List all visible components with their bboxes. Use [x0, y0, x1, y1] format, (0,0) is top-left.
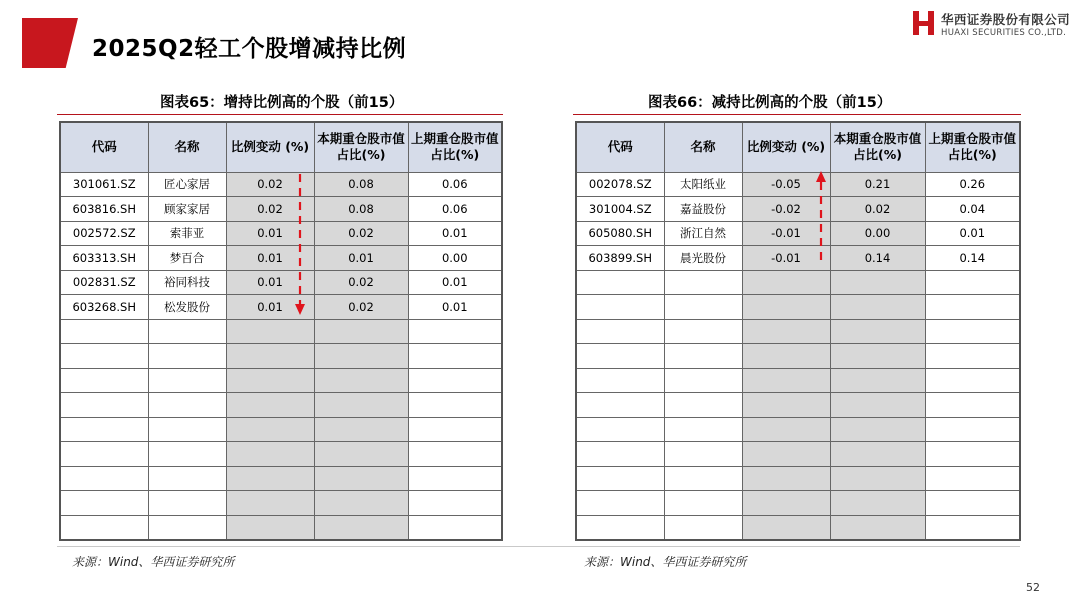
table-cell: 浙江自然 [664, 221, 742, 246]
page-number: 52 [1026, 581, 1040, 594]
table-cell [408, 417, 502, 442]
table-cell [830, 393, 925, 418]
table-cell: 0.01 [408, 221, 502, 246]
table-cell: 0.01 [226, 246, 314, 271]
table-cell: -0.05 [742, 172, 830, 197]
table-cell: 0.01 [314, 246, 408, 271]
table-row [576, 197, 1020, 222]
table-row [576, 515, 1020, 540]
table-row [576, 417, 1020, 442]
table-cell [226, 491, 314, 516]
table-cell [742, 344, 830, 369]
table-cell [576, 417, 664, 442]
table-row [576, 491, 1020, 516]
source-note-left: 来源：Wind、华西证券研究所 [72, 555, 235, 569]
table-cell [148, 319, 226, 344]
table-cell: 松发股份 [148, 295, 226, 320]
table-cell: 0.02 [314, 221, 408, 246]
table-cell [226, 466, 314, 491]
table-cell [664, 270, 742, 295]
table-cell [830, 491, 925, 516]
table-cell [226, 393, 314, 418]
table-cell [742, 442, 830, 467]
table-cell [742, 319, 830, 344]
table-row [60, 295, 502, 320]
table-cell [408, 442, 502, 467]
column-header: 代码 [60, 122, 148, 172]
table-cell [742, 295, 830, 320]
table-cell: 0.00 [830, 221, 925, 246]
table-cell [664, 491, 742, 516]
table-cell [925, 442, 1020, 467]
table-cell [148, 368, 226, 393]
table-cell: 索菲亚 [148, 221, 226, 246]
table-cell [314, 344, 408, 369]
table-row [60, 270, 502, 295]
table-cell [576, 319, 664, 344]
table-cell: 0.08 [314, 197, 408, 222]
table-cell [576, 442, 664, 467]
table-cell: 603816.SH [60, 197, 148, 222]
table-row [576, 319, 1020, 344]
table-cell [742, 515, 830, 540]
table-cell: 0.01 [226, 221, 314, 246]
table-cell [60, 393, 148, 418]
table-cell [60, 491, 148, 516]
table-cell [408, 368, 502, 393]
table-cell [314, 368, 408, 393]
table-cell [742, 368, 830, 393]
table-cell: 0.14 [925, 246, 1020, 271]
table-row [60, 172, 502, 197]
table-cell [664, 393, 742, 418]
table-row [60, 515, 502, 540]
table-cell: 梦百合 [148, 246, 226, 271]
column-header: 名称 [664, 122, 742, 172]
table-cell [60, 319, 148, 344]
column-header: 名称 [148, 122, 226, 172]
table-cell [314, 417, 408, 442]
table-cell: 0.14 [830, 246, 925, 271]
table-cell [830, 270, 925, 295]
title-accent-block [22, 18, 78, 68]
table-cell [576, 491, 664, 516]
table-cell [576, 466, 664, 491]
table-row [60, 221, 502, 246]
table-increase-holdings [59, 121, 503, 541]
table-cell [314, 466, 408, 491]
table-cell [576, 368, 664, 393]
table-row [60, 491, 502, 516]
table-cell: 0.01 [226, 295, 314, 320]
table-cell: 0.26 [925, 172, 1020, 197]
source-note-right: 来源：Wind、华西证券研究所 [584, 555, 747, 569]
table-row [576, 295, 1020, 320]
table-cell [60, 466, 148, 491]
table-cell [925, 491, 1020, 516]
table-cell [60, 344, 148, 369]
table-cell [408, 491, 502, 516]
table-cell: 0.02 [226, 197, 314, 222]
column-header: 本期重仓股市值占比(%) [830, 122, 925, 172]
table-cell [408, 344, 502, 369]
table-cell [226, 442, 314, 467]
table-cell: 0.08 [314, 172, 408, 197]
up-arrow-icon [813, 168, 829, 268]
table-cell [925, 319, 1020, 344]
table-cell [830, 515, 925, 540]
table-row [60, 319, 502, 344]
table-cell: 0.01 [408, 270, 502, 295]
footer-rule [57, 546, 1020, 547]
table-cell [664, 466, 742, 491]
column-header: 比例变动 (%) [742, 122, 830, 172]
table-cell [226, 319, 314, 344]
table-row [576, 270, 1020, 295]
table-row [576, 466, 1020, 491]
table-cell [925, 417, 1020, 442]
table-header-row [576, 122, 1020, 172]
table-cell [830, 295, 925, 320]
table-cell [925, 466, 1020, 491]
table-cell [576, 515, 664, 540]
table-cell [742, 466, 830, 491]
table-header-row [60, 122, 502, 172]
table-cell [148, 442, 226, 467]
table-cell [576, 393, 664, 418]
table-cell [60, 442, 148, 467]
figure-rule-right [573, 114, 1021, 115]
column-header: 比例变动 (%) [226, 122, 314, 172]
table-cell [664, 368, 742, 393]
table-cell: 0.02 [314, 270, 408, 295]
table-cell: -0.02 [742, 197, 830, 222]
table-cell [226, 417, 314, 442]
table-cell: 002831.SZ [60, 270, 148, 295]
table-cell [314, 491, 408, 516]
table-cell: 太阳纸业 [664, 172, 742, 197]
column-header: 本期重仓股市值占比(%) [314, 122, 408, 172]
table-row [60, 246, 502, 271]
table-cell: 0.04 [925, 197, 1020, 222]
table-cell: 顾家家居 [148, 197, 226, 222]
down-arrow-icon [292, 170, 308, 320]
table-cell [148, 466, 226, 491]
table-cell [408, 319, 502, 344]
table-cell [576, 344, 664, 369]
table-cell [408, 393, 502, 418]
table-cell: 0.06 [408, 172, 502, 197]
table-row [576, 368, 1020, 393]
table-row [60, 466, 502, 491]
table-cell [664, 515, 742, 540]
table-cell: 0.00 [408, 246, 502, 271]
table-cell: 裕同科技 [148, 270, 226, 295]
table-cell: 0.01 [925, 221, 1020, 246]
table-row [576, 246, 1020, 271]
table-cell: 605080.SH [576, 221, 664, 246]
table-row [576, 344, 1020, 369]
table-cell [408, 515, 502, 540]
table-cell [314, 319, 408, 344]
table-cell [925, 344, 1020, 369]
table-cell: 匠心家居 [148, 172, 226, 197]
table-cell: 0.01 [226, 270, 314, 295]
table-cell [925, 368, 1020, 393]
table-cell [925, 393, 1020, 418]
table-cell [226, 515, 314, 540]
table-cell [925, 270, 1020, 295]
table-row [60, 393, 502, 418]
table-row [60, 368, 502, 393]
table-cell: 603313.SH [60, 246, 148, 271]
company-logo [912, 8, 1072, 42]
table-row [576, 221, 1020, 246]
table-cell [408, 466, 502, 491]
column-header: 上期重仓股市值占比(%) [408, 122, 502, 172]
table-cell [742, 393, 830, 418]
table-cell: 0.02 [314, 295, 408, 320]
logo-company-name-cn: 华西证券股份有限公司 [941, 12, 1071, 27]
table-row [60, 442, 502, 467]
table-cell: 0.01 [408, 295, 502, 320]
table-row [60, 417, 502, 442]
table-cell [576, 295, 664, 320]
table-row [60, 344, 502, 369]
table-cell [576, 270, 664, 295]
table-row [576, 393, 1020, 418]
figure-title-left: 图表65：增持比例高的个股（前15） [160, 95, 404, 111]
table-cell [830, 319, 925, 344]
table-cell [314, 515, 408, 540]
table-cell [314, 393, 408, 418]
table-cell: -0.01 [742, 246, 830, 271]
table-cell [742, 417, 830, 442]
table-cell: 嘉益股份 [664, 197, 742, 222]
column-header: 上期重仓股市值占比(%) [925, 122, 1020, 172]
table-cell [925, 515, 1020, 540]
huaxi-logo-icon [912, 10, 936, 36]
logo-company-name-en: HUAXI SECURITIES CO.,LTD. [941, 28, 1067, 38]
table-cell [830, 344, 925, 369]
table-cell: 0.02 [226, 172, 314, 197]
table-cell: 301004.SZ [576, 197, 664, 222]
table-cell [830, 466, 925, 491]
table-cell [664, 344, 742, 369]
table-cell [925, 295, 1020, 320]
table-cell: -0.01 [742, 221, 830, 246]
page-title: 2025Q2轻工个股增减持比例 [92, 36, 407, 62]
table-decrease-holdings [575, 121, 1021, 541]
table-row [60, 197, 502, 222]
table-cell [664, 442, 742, 467]
table-cell [148, 393, 226, 418]
figure-rule-left [57, 114, 503, 115]
table-row [576, 172, 1020, 197]
table-cell [60, 417, 148, 442]
table-cell [314, 442, 408, 467]
table-cell: 0.02 [830, 197, 925, 222]
table-cell: 301061.SZ [60, 172, 148, 197]
table-cell [148, 491, 226, 516]
table-cell: 603899.SH [576, 246, 664, 271]
table-cell: 002572.SZ [60, 221, 148, 246]
table-cell [148, 417, 226, 442]
table-cell [60, 515, 148, 540]
table-cell [664, 319, 742, 344]
table-cell [742, 491, 830, 516]
table-cell [148, 344, 226, 369]
figure-title-right: 图表66：减持比例高的个股（前15） [648, 95, 892, 111]
table-cell [830, 442, 925, 467]
table-cell: 002078.SZ [576, 172, 664, 197]
table-cell [226, 368, 314, 393]
table-cell: 0.21 [830, 172, 925, 197]
table-cell: 晨光股份 [664, 246, 742, 271]
table-cell [742, 270, 830, 295]
table-cell [60, 368, 148, 393]
table-cell [226, 344, 314, 369]
table-row [576, 442, 1020, 467]
table-cell: 0.06 [408, 197, 502, 222]
table-cell [830, 368, 925, 393]
table-cell [830, 417, 925, 442]
table-cell [664, 295, 742, 320]
column-header: 代码 [576, 122, 664, 172]
table-cell: 603268.SH [60, 295, 148, 320]
table-cell [664, 417, 742, 442]
table-cell [148, 515, 226, 540]
